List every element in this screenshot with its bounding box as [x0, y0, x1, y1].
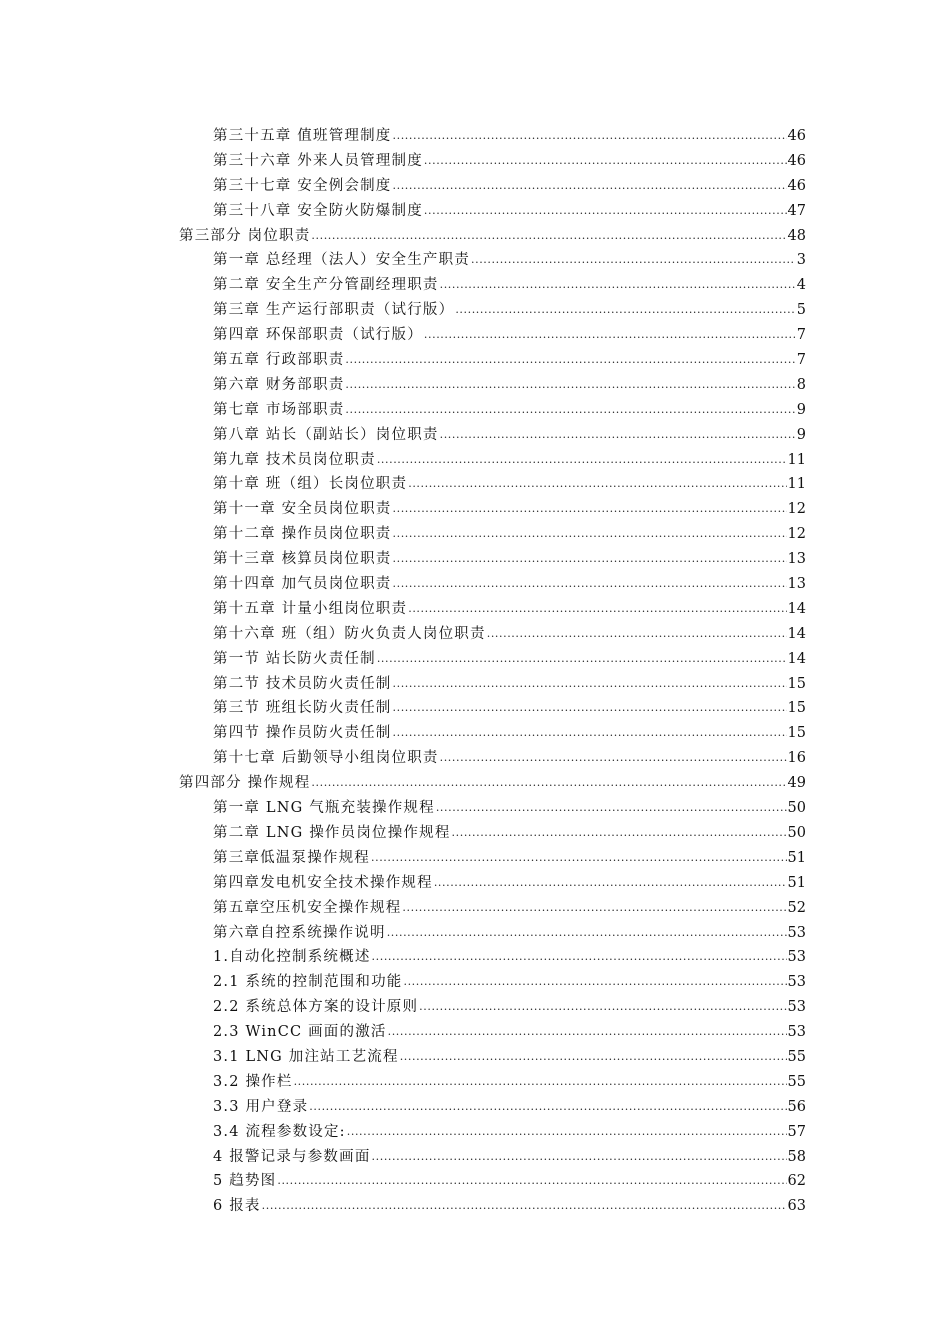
- toc-chapter-entry[interactable]: [0, 821, 806, 846]
- toc-entry-page-number: 63: [787, 1198, 806, 1215]
- toc-entry-page-number: 9: [796, 401, 806, 418]
- toc-dot-leader: [393, 701, 787, 715]
- toc-chapter-entry[interactable]: [0, 896, 806, 921]
- toc-dot-leader: [309, 1100, 786, 1114]
- toc-dot-leader: [393, 502, 787, 516]
- toc-entry-page-number: 3: [796, 252, 806, 269]
- toc-chapter-entry[interactable]: [0, 248, 806, 273]
- toc-dot-leader: [400, 1050, 787, 1064]
- toc-dot-leader: [311, 776, 786, 790]
- toc-entry-page-number: 53: [787, 999, 806, 1016]
- toc-dot-leader: [371, 851, 787, 865]
- toc-chapter-entry[interactable]: [0, 1070, 806, 1095]
- toc-entry-page-number: 53: [787, 1024, 806, 1041]
- toc-entry-title: 第七章 市场部职责: [213, 401, 345, 418]
- toc-entry-page-number: 14: [787, 650, 806, 667]
- toc-entry-page-number: 56: [787, 1098, 806, 1115]
- toc-dot-leader: [434, 876, 787, 890]
- toc-dot-leader: [408, 602, 786, 616]
- toc-chapter-entry[interactable]: [0, 672, 806, 697]
- toc-entry-title: 第三章 生产运行部职责（试行版）: [213, 302, 455, 319]
- toc-entry-page-number: 7: [796, 327, 806, 344]
- toc-entry-page-number: 55: [787, 1073, 806, 1090]
- toc-chapter-entry[interactable]: [0, 174, 806, 199]
- toc-chapter-entry[interactable]: [0, 647, 806, 672]
- toc-entry-page-number: 8: [796, 376, 806, 393]
- toc-entry-page-number: 5: [796, 302, 806, 319]
- toc-chapter-entry[interactable]: [0, 1169, 806, 1194]
- toc-entry-page-number: 46: [787, 152, 806, 169]
- toc-chapter-entry[interactable]: [0, 1095, 806, 1120]
- toc-dot-leader: [277, 1174, 786, 1188]
- toc-entry-page-number: 51: [787, 849, 806, 866]
- toc-dot-leader: [403, 975, 786, 989]
- table-of-contents: [0, 124, 950, 1219]
- toc-chapter-entry[interactable]: [0, 124, 806, 149]
- toc-entry-title: 第十二章 操作员岗位职责: [213, 526, 392, 543]
- toc-dot-leader: [377, 652, 787, 666]
- toc-entry-page-number: 15: [787, 675, 806, 692]
- toc-entry-page-number: 55: [787, 1048, 806, 1065]
- toc-entry-page-number: 9: [796, 426, 806, 443]
- toc-dot-leader: [424, 204, 787, 218]
- toc-dot-leader: [424, 154, 787, 168]
- toc-chapter-entry[interactable]: [0, 721, 806, 746]
- toc-entry-title: 第五章空压机安全操作规程: [213, 899, 402, 916]
- toc-dot-leader: [372, 950, 787, 964]
- toc-chapter-entry[interactable]: [0, 348, 806, 373]
- toc-chapter-entry[interactable]: [0, 622, 806, 647]
- toc-entry-title: 3.4 流程参数设定:: [213, 1123, 346, 1140]
- toc-entry-title: 2.1 系统的控制范围和功能: [213, 974, 403, 991]
- toc-dot-leader: [345, 353, 795, 367]
- toc-entry-title: 第一章 LNG 气瓶充装操作规程: [213, 800, 435, 817]
- toc-chapter-entry[interactable]: [0, 273, 806, 298]
- toc-entry-title: 第三十七章 安全例会制度: [213, 177, 392, 194]
- toc-part-entry[interactable]: [0, 771, 806, 796]
- toc-entry-page-number: 12: [787, 526, 806, 543]
- toc-chapter-entry[interactable]: [0, 547, 806, 572]
- toc-dot-leader: [393, 179, 787, 193]
- toc-entry-page-number: 12: [787, 501, 806, 518]
- toc-entry-page-number: 62: [787, 1173, 806, 1190]
- toc-entry-title: 第十七章 后勤领导小组岗位职责: [213, 750, 439, 767]
- toc-entry-title: 第六章 财务部职责: [213, 376, 345, 393]
- toc-chapter-entry[interactable]: [0, 1045, 806, 1070]
- toc-entry-title: 第三十五章 值班管理制度: [213, 128, 392, 144]
- toc-entry-page-number: 7: [796, 352, 806, 369]
- toc-entry-title: 第十一章 安全员岗位职责: [213, 501, 392, 518]
- toc-chapter-entry[interactable]: [0, 199, 806, 224]
- toc-entry-page-number: 57: [787, 1123, 806, 1140]
- toc-chapter-entry[interactable]: [0, 149, 806, 174]
- toc-chapter-entry[interactable]: [0, 796, 806, 821]
- toc-entry-page-number: 58: [787, 1148, 806, 1165]
- toc-entry-title: 第九章 技术员岗位职责: [213, 451, 376, 468]
- toc-dot-leader: [393, 577, 787, 591]
- toc-entry-title: 3.1 LNG 加注站工艺流程: [213, 1048, 399, 1065]
- toc-chapter-entry[interactable]: [0, 373, 806, 398]
- toc-entry-page-number: 53: [787, 949, 806, 966]
- toc-chapter-entry[interactable]: [0, 448, 806, 473]
- toc-dot-leader: [393, 527, 787, 541]
- toc-entry-page-number: 53: [787, 924, 806, 941]
- toc-dot-leader: [455, 303, 795, 317]
- toc-entry-page-number: 48: [787, 227, 806, 244]
- toc-entry-page-number: 49: [787, 775, 806, 792]
- toc-dot-leader: [372, 1150, 787, 1164]
- toc-chapter-entry[interactable]: [0, 1145, 806, 1170]
- toc-dot-leader: [452, 826, 787, 840]
- toc-chapter-entry[interactable]: [0, 970, 806, 995]
- toc-dot-leader: [402, 901, 786, 915]
- toc-entry-page-number: 14: [787, 600, 806, 617]
- toc-entry-page-number: 51: [787, 874, 806, 891]
- toc-dot-leader: [311, 229, 786, 243]
- toc-entry-page-number: 15: [787, 725, 806, 742]
- toc-entry-title: 第一章 总经理（法人）安全生产职责: [213, 252, 471, 269]
- toc-dot-leader: [393, 677, 787, 691]
- toc-entry-title: 第二节 技术员防火责任制: [213, 675, 392, 692]
- toc-dot-leader: [419, 1000, 786, 1014]
- toc-entry-title: 2.3 WinCC 画面的激活: [213, 1024, 387, 1041]
- toc-entry-title: 第十三章 核算员岗位职责: [213, 551, 392, 568]
- toc-dot-leader: [471, 253, 795, 267]
- toc-dot-leader: [345, 403, 795, 417]
- toc-dot-leader: [487, 627, 787, 641]
- toc-entry-page-number: 53: [787, 974, 806, 991]
- toc-dot-leader: [377, 453, 787, 467]
- toc-entry-title: 第三节 班组长防火责任制: [213, 700, 392, 717]
- toc-entry-title: 3.3 用户登录: [213, 1098, 309, 1115]
- toc-entry-title: 第三十六章 外来人员管理制度: [213, 152, 423, 169]
- toc-chapter-entry[interactable]: [0, 423, 806, 448]
- toc-chapter-entry[interactable]: [0, 522, 806, 547]
- toc-entry-page-number: 4: [796, 277, 806, 294]
- toc-dot-leader: [440, 428, 795, 442]
- toc-entry-title: 第四章 环保部职责（试行版）: [213, 327, 423, 344]
- toc-entry-title: 6 报表: [213, 1198, 261, 1215]
- toc-dot-leader: [262, 1199, 787, 1213]
- toc-dot-leader: [436, 801, 787, 815]
- toc-dot-leader: [424, 328, 795, 342]
- toc-entry-title: 3.2 操作栏: [213, 1073, 293, 1090]
- toc-dot-leader: [347, 1125, 787, 1139]
- toc-chapter-entry[interactable]: [0, 398, 806, 423]
- toc-entry-title: 第二章 LNG 操作员岗位操作规程: [213, 824, 451, 841]
- toc-dot-leader: [440, 751, 787, 765]
- toc-chapter-entry[interactable]: [0, 871, 806, 896]
- toc-entry-title: 第十章 班（组）长岗位职责: [213, 476, 408, 493]
- toc-entry-title: 第六章自控系统操作说明: [213, 924, 386, 941]
- toc-entry-title: 2.2 系统总体方案的设计原则: [213, 999, 419, 1016]
- toc-entry-title: 第十四章 加气员岗位职责: [213, 576, 392, 593]
- toc-chapter-entry[interactable]: [0, 746, 806, 771]
- toc-chapter-entry[interactable]: [0, 995, 806, 1020]
- toc-chapter-entry[interactable]: [0, 945, 806, 970]
- toc-entry-title: 第二章 安全生产分管副经理职责: [213, 277, 439, 294]
- toc-chapter-entry[interactable]: [0, 846, 806, 871]
- toc-entry-title: 第三十八章 安全防火防爆制度: [213, 202, 423, 219]
- toc-entry-title: 第三部分 岗位职责: [179, 227, 311, 244]
- toc-entry-page-number: 16: [787, 750, 806, 767]
- toc-entry-title: 第四节 操作员防火责任制: [213, 725, 392, 742]
- toc-chapter-entry[interactable]: [0, 497, 806, 522]
- toc-dot-leader: [393, 552, 787, 566]
- toc-entry-title: 5 趋势图: [213, 1173, 277, 1190]
- toc-part-entry[interactable]: [0, 224, 806, 249]
- toc-dot-leader: [387, 926, 787, 940]
- toc-entry-page-number: 46: [787, 177, 806, 194]
- toc-entry-page-number: 50: [787, 824, 806, 841]
- toc-entry-page-number: 11: [787, 451, 806, 468]
- toc-dot-leader: [393, 129, 787, 143]
- toc-chapter-entry[interactable]: [0, 323, 806, 348]
- toc-chapter-entry[interactable]: [0, 1120, 806, 1145]
- toc-entry-page-number: 11: [787, 476, 806, 493]
- toc-entry-title: 第四部分 操作规程: [179, 775, 311, 792]
- toc-entry-title: 第一节 站长防火责任制: [213, 650, 376, 667]
- toc-entry-title: 第三章低温泵操作规程: [213, 849, 370, 866]
- toc-entry-title: 第十六章 班（组）防火负责人岗位职责: [213, 625, 486, 642]
- toc-chapter-entry[interactable]: [0, 597, 806, 622]
- toc-entry-title: 1.自动化控制系统概述: [213, 949, 371, 966]
- toc-dot-leader: [294, 1075, 787, 1089]
- toc-chapter-entry[interactable]: [0, 572, 806, 597]
- toc-entry-title: 第五章 行政部职责: [213, 352, 345, 369]
- toc-chapter-entry[interactable]: [0, 298, 806, 323]
- toc-entry-title: 4 报警记录与参数画面: [213, 1148, 371, 1165]
- toc-entry-page-number: 46: [787, 128, 806, 144]
- toc-entry-page-number: 15: [787, 700, 806, 717]
- toc-chapter-entry[interactable]: [0, 1194, 806, 1219]
- toc-entry-page-number: 50: [787, 800, 806, 817]
- toc-entry-page-number: 14: [787, 625, 806, 642]
- toc-entry-page-number: 13: [787, 576, 806, 593]
- toc-chapter-entry[interactable]: [0, 1020, 806, 1045]
- toc-chapter-entry[interactable]: [0, 921, 806, 946]
- toc-entry-title: 第十五章 计量小组岗位职责: [213, 600, 408, 617]
- toc-entry-title: 第八章 站长（副站长）岗位职责: [213, 426, 439, 443]
- toc-entry-title: 第四章发电机安全技术操作规程: [213, 874, 433, 891]
- toc-dot-leader: [393, 726, 787, 740]
- toc-chapter-entry[interactable]: [0, 696, 806, 721]
- toc-dot-leader: [388, 1025, 787, 1039]
- toc-entry-page-number: 47: [787, 202, 806, 219]
- toc-chapter-entry[interactable]: [0, 472, 806, 497]
- toc-dot-leader: [440, 278, 795, 292]
- toc-entry-page-number: 13: [787, 551, 806, 568]
- toc-dot-leader: [345, 378, 795, 392]
- toc-dot-leader: [408, 477, 786, 491]
- toc-entry-page-number: 52: [787, 899, 806, 916]
